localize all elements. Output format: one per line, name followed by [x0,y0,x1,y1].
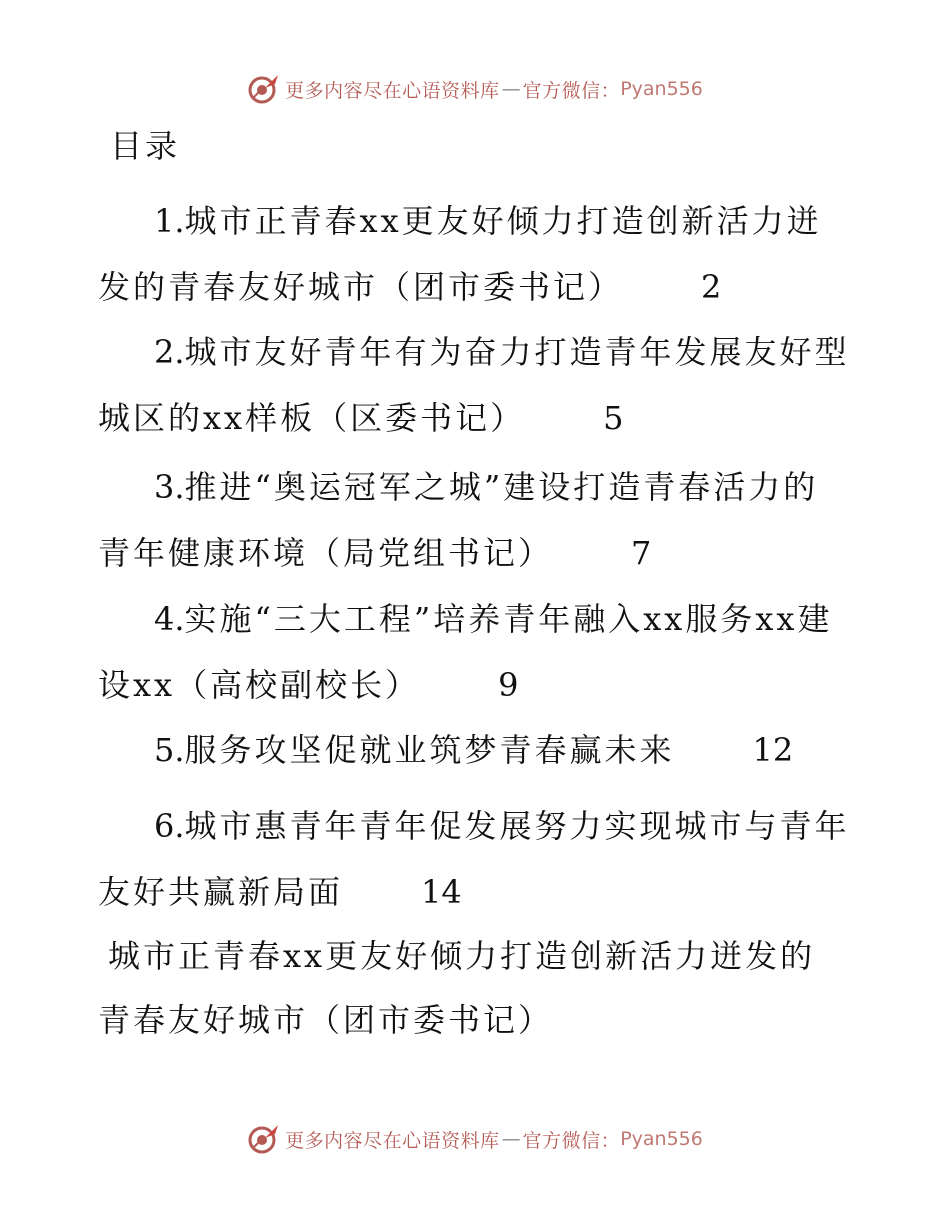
section-heading: 城市正青春xx更友好倾力打造创新活力迸发的青春友好城市（团市委书记） [98,937,816,1039]
toc-entry-text: 城市正青春xx更友好倾力打造创新活力迸发的青春友好城市（团市委书记） [98,202,822,306]
toc-entry-text: 推进“奥运冠军之城”建设打造青春活力的青年健康环境（局党组书记） [98,468,819,572]
toc-entry [98,717,850,783]
toc-entry-page: 7 [631,534,652,572]
toc-entry-number: 2. [154,333,185,371]
quill-logo-icon [247,1122,281,1156]
watermark-footer [0,1122,950,1156]
toc-entry [98,586,850,718]
watermark-id: Pyan556 [620,1128,703,1150]
toc-entry [98,454,850,586]
toc-entry-page: 14 [421,873,462,911]
toc-entry-number: 4. [154,600,185,638]
toc-entry-text: 城市友好青年有为奋力打造青年发展友好型城区的xx样板（区委书记） [98,333,850,437]
toc-entry [98,188,850,320]
toc-title: 目录 [110,127,181,165]
toc-entry-number: 1. [154,202,185,240]
toc-entry-page: 12 [752,731,794,769]
toc-entry-number: 3. [154,468,185,506]
quill-logo-icon [247,72,281,106]
watermark-contact: 官方微信： [522,79,621,102]
toc-entry-page: 2 [701,268,722,306]
toc-entry-number: 6. [154,807,185,845]
toc-entry-page: 5 [603,399,624,437]
toc-entry-text: 城市惠青年青年促发展努力实现城市与青年友好共赢新局面 [98,807,850,911]
watermark-separator: — [501,1128,521,1150]
toc-entry-number: 5. [154,731,185,769]
toc-entry [98,319,850,451]
toc-entry-text: 服务攻坚促就业筑梦青春赢未来 [184,731,675,769]
toc-entry [98,793,850,925]
watermark-contact: 官方微信： [522,1129,621,1152]
watermark-header [0,72,950,106]
toc-entry-page: 9 [498,666,519,704]
watermark-text: 更多内容尽在心语资料库 [285,79,500,102]
watermark-text: 更多内容尽在心语资料库 [285,1129,500,1152]
watermark-id: Pyan556 [620,78,703,100]
watermark-separator: — [501,78,521,100]
toc-entry-text: 实施“三大工程”培养青年融入xx服务xx建设xx（高校副校长） [98,600,833,704]
